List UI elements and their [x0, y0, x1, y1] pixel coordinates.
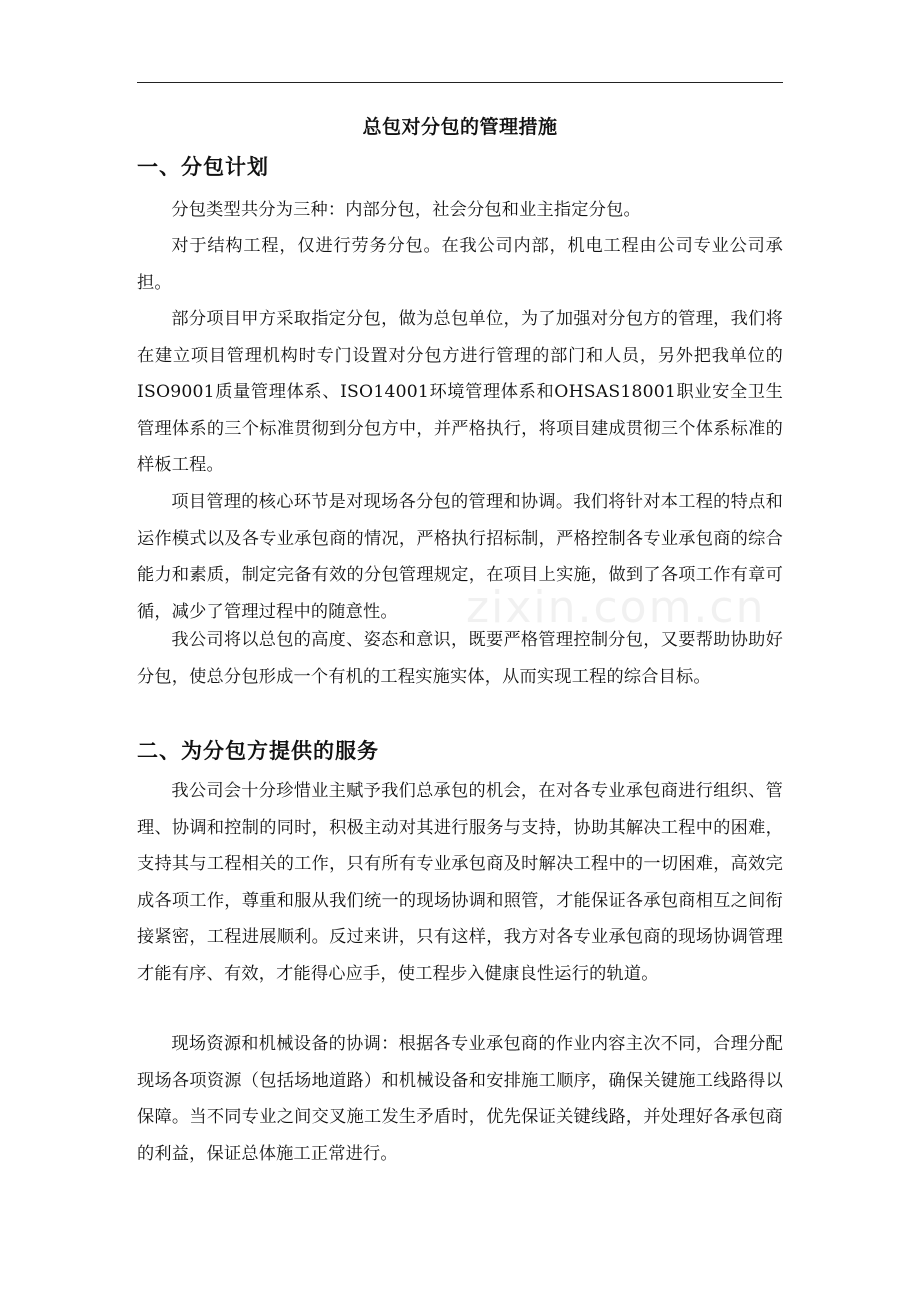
section-1-paragraph-3: 部分项目甲方采取指定分包，做为总包单位，为了加强对分包方的管理，我们将在建立项目管理机构时专门设置对分包方进行管理的部门和人员，另外把我单位的ISO9001质量管理体系、ISO14001环境管理体系和OHSAS18001职业安全卫生管理体系的三个标准贯彻到分包方中，并严格执行，将项目建成贯彻三个体系标准的样板工程。 [137, 309, 783, 475]
section-heading-2: 二、为分包方提供的服务 [137, 739, 379, 763]
document-title: 总包对分包的管理措施 [362, 116, 558, 138]
header-rule [137, 82, 783, 83]
section-heading-1: 一、分包计划 [137, 155, 269, 179]
section-1-paragraph-5: 我公司将以总包的高度、姿态和意识，既要严格管理控制分包，又要帮助协助好分包，使总分包形成一个有机的工程实施实体，从而实现工程的综合目标。 [137, 630, 783, 687]
section-1-paragraph-4: 项目管理的核心环节是对现场各分包的管理和协调。我们将针对本工程的特点和运作模式以及各专业承包商的情况，严格执行招标制，严格控制各专业承包商的综合能力和素质，制定完备有效的分包管理规定，在项目上实施，做到了各项工作有章可循，减少了管理过程中的随意性。 [137, 492, 783, 622]
watermark: zixin.com.cn [466, 582, 766, 633]
section-1-paragraph-1: 分包类型共分为三种：内部分包，社会分包和业主指定分包。 [171, 200, 641, 220]
section-2-paragraph-1: 我公司会十分珍惜业主赋予我们总承包的机会，在对各专业承包商进行组织、管理、协调和控制的同时，积极主动对其进行服务与支持，协助其解决工程中的困难，支持其与工程相关的工作，只有所有专业承包商及时解决工程中的一切困难，高效完成各项工作，尊重和服从我们统一的现场协调和照管，才能保证各承包商相互之间衔接紧密，工程进展顺利。反过来讲，只有这样，我方对各专业承包商的现场协调管理才能有序、有效，才能得心应手，使工程步入健康良性运行的轨道。 [137, 781, 783, 984]
section-1-paragraph-2: 对于结构工程，仅进行劳务分包。在我公司内部，机电工程由公司专业公司承担。 [137, 236, 783, 293]
section-2-paragraph-2: 现场资源和机械设备的协调：根据各专业承包商的作业内容主次不同，合理分配现场各项资源（包括场地道路）和机械设备和安排施工顺序，确保关键施工线路得以保障。当不同专业之间交叉施工发生矛盾时，优先保证关键线路，并处理好各承包商的利益，保证总体施工正常进行。 [137, 1034, 783, 1164]
